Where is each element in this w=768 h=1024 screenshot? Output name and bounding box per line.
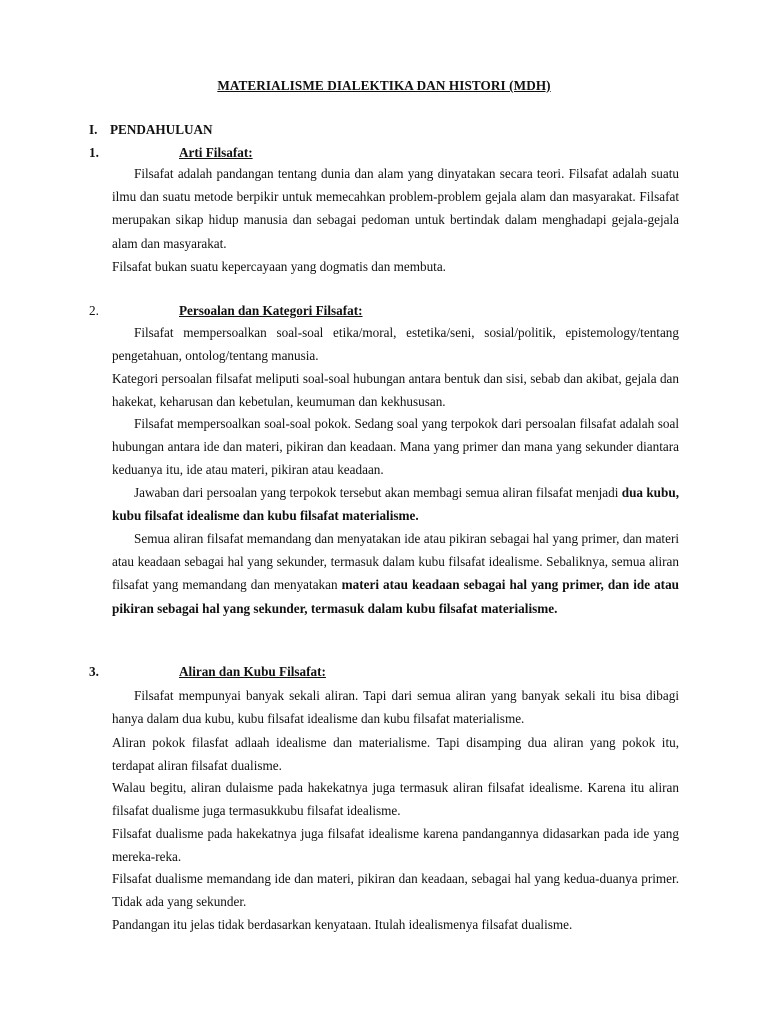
paragraph-bold-text: dua kubu, kubu filsafat idealisme dan kubu filsafat materialisme. [112,485,679,524]
paragraph: Walau begitu, aliran dulaisme pada hakekatnya juga termasuk aliran filsafat idealisme. Karena itu aliran filsafat dualisme juga termasukkubu filsafat idealisme. [112,780,679,819]
subsection-number-2: 2. [89,303,99,318]
paragraph-text: Jawaban dari persoalan yang terpokok tersebut akan membagi semua aliran filsafat menjadi [134,485,622,500]
paragraph: Filsafat mempersoalkan soal-soal pokok. Sedang soal yang terpokok dari persoalan filsafat adalah soal hubungan antara ide dan materi, pikiran dan keadaan. Mana yang primer dan mana yang sekunder diantara keduanya itu, ide atau materi, pikiran atau keadaan. [112,416,679,478]
paragraph: Aliran pokok filasfat adlaah idealisme dan materialisme. Tapi disamping dua aliran yang pokok itu, terdapat aliran filsafat dualisme. [112,735,679,774]
subsection-heading-aliran: Aliran dan Kubu Filsafat: [179,664,326,679]
paragraph: Filsafat dualisme pada hakekatnya juga filsafat idealisme karena pandangannya didasarkan pada ide yang mereka-reka. [112,826,679,865]
paragraph: Filsafat mempunyai banyak sekali aliran. Tapi dari semua aliran yang banyak sekali itu bisa dibagi hanya dalam dua kubu, kubu filsafat idealisme dan kubu filsafat materialisme. [112,688,679,727]
paragraph-text: Semua aliran filsafat memandang dan menyatakan ide atau pikiran sebagai hal yang primer, dan materi atau keadaan sebagai hal yang sekunder, termasuk dalam kubu filsafat idealisme. Sebaliknya, semua aliran filsafat yang memandang dan menyatakan [112,531,679,593]
paragraph: Pandangan itu jelas tidak berdasarkan kenyataan. Itulah idealismenya filsafat dualisme. [112,917,573,932]
paragraph: Kategori persoalan filsafat meliputi soal-soal hubungan antara bentuk dan sisi, sebab dan akibat, gejala dan hakekat, keharusan dan kebetulan, keumuman dan kekhususan. [112,371,679,410]
subsection-heading-persoalan: Persoalan dan Kategori Filsafat: [179,303,363,318]
subsection-number-1: 1. [89,145,99,160]
subsection-heading-arti-filsafat: Arti Filsafat: [179,145,253,160]
paragraph: Filsafat dualisme memandang ide dan materi, pikiran dan keadaan, sebagai hal yang kedua-duanya primer. Tidak ada yang sekunder. [112,871,679,910]
paragraph-bold-text: materi atau keadaan sebagai hal yang primer, dan ide atau pikiran sebagai hal yang sekunder, termasuk dalam kubu filsafat materialisme. [112,577,679,616]
subsection-number-3: 3. [89,664,99,679]
paragraph: Filsafat bukan suatu kepercayaan yang dogmatis dan membuta. [112,259,446,274]
paragraph [112,481,679,527]
paragraph: Filsafat adalah pandangan tentang dunia dan alam yang dinyatakan secara teori. Filsafat adalah suatu ilmu dan suatu metode berpikir untuk memecahkan problem-problem gejala alam dan masyarakat. Filsafat merupakan sikap hidup manusia dan sebagai pedoman untuk bertindak dalam menghadapi gejala-gejala alam dan masyarakat. [112,166,679,251]
section-number: I. [89,122,98,137]
section-heading-pendahuluan [89,122,213,138]
paragraph [112,527,679,620]
document-title: MATERIALISME DIALEKTIKA DAN HISTORI (MDH) [217,78,551,93]
paragraph: Filsafat mempersoalkan soal-soal etika/moral, estetika/seni, sosial/politik, epistemology/tentang pengetahuan, ontolog/tentang manusia. [112,325,679,364]
section-title: PENDAHULUAN [110,122,213,137]
